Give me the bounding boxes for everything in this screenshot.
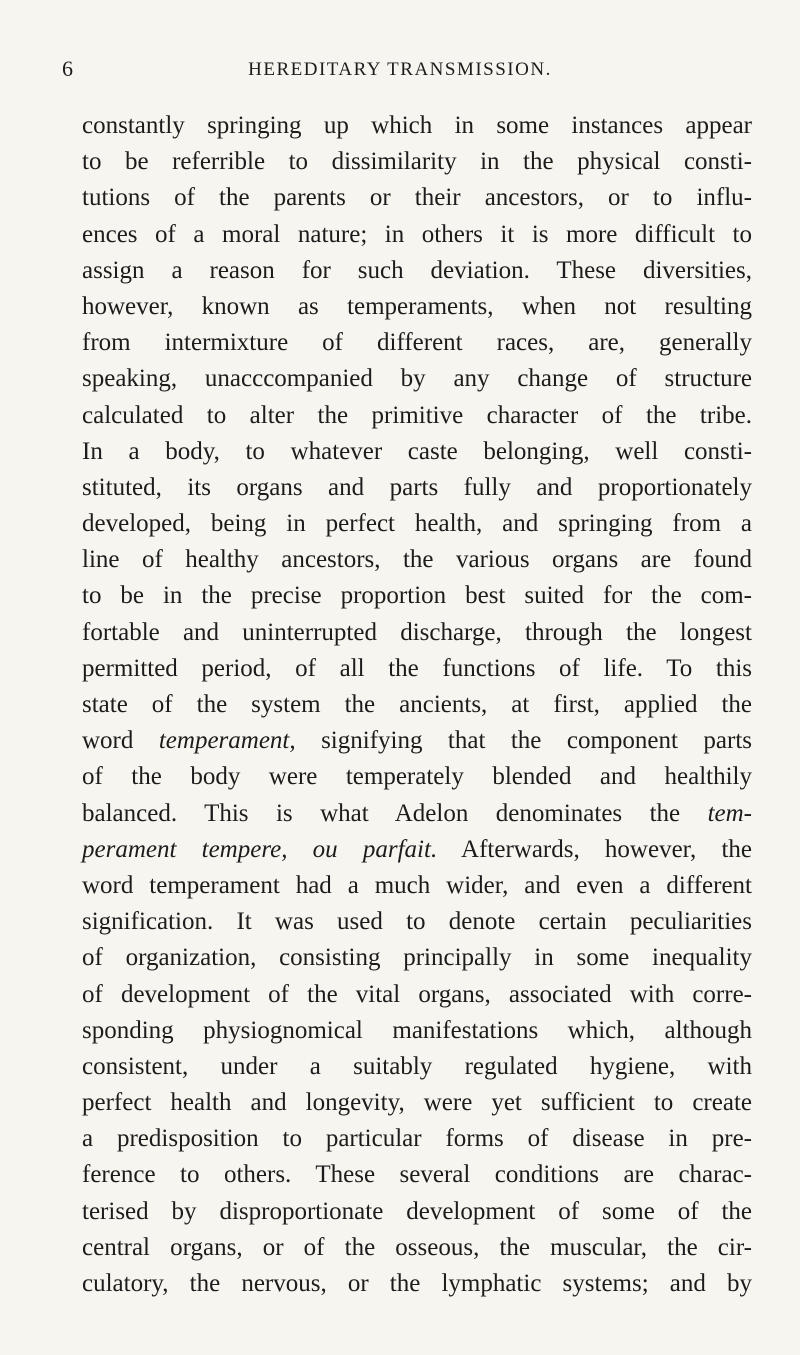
running-title: HEREDITARY TRANSMISSION. xyxy=(248,59,552,80)
text-line: line of healthy ancestors, the various organs are found xyxy=(82,546,752,574)
text-line: permitted period, of all the functions of life. To this xyxy=(82,654,752,682)
text-line-with-emphasis xyxy=(82,723,752,759)
text-line: from intermixture of different races, are, generally xyxy=(82,329,752,357)
text-line-with-emphasis xyxy=(82,832,752,868)
text-line: however, known as temperaments, when not resulting xyxy=(82,292,752,320)
line-text-pre: word xyxy=(82,727,159,755)
line-text-pre: balanced. This is what Adelon denominates the xyxy=(82,799,708,827)
text-line: developed, being in perfect health, and springing from a xyxy=(82,510,752,538)
text-line: to be in the precise proportion best suited for the com- xyxy=(82,582,752,610)
text-line: terised by disproportionate development of some of the xyxy=(82,1197,752,1225)
emphasized-term: temperament, xyxy=(158,727,296,755)
text-line: state of the system the ancients, at first, applied the xyxy=(82,691,752,718)
body-text xyxy=(82,108,752,1302)
text-line: of organization, consisting principally in some inequality xyxy=(82,944,752,972)
text-line: to be referrible to dissimilarity in the physical consti- xyxy=(82,148,752,176)
emphasized-term: perament tempere, ou parfait. xyxy=(82,835,438,863)
text-line: constantly springing up which in some instances appear xyxy=(82,112,752,139)
text-line: ences of a moral nature; in others it is more difficult to xyxy=(82,220,752,248)
text-line: assign a reason for such deviation. These diversities, xyxy=(82,256,752,284)
page-number: 6 xyxy=(62,56,73,81)
text-line: fortable and uninterrupted discharge, through the longest xyxy=(82,618,752,646)
text-line: speaking, unacccompanied by any change of structure xyxy=(82,365,752,393)
text-line: tutions of the parents or their ancestors, or to influ- xyxy=(82,184,752,212)
line-text-post: signifying that the component parts xyxy=(295,727,752,755)
text-line: consistent, under a suitably regulated hygiene, with xyxy=(82,1052,752,1080)
text-line: culatory, the nervous, or the lymphatic systems; and by xyxy=(82,1270,752,1297)
text-line: In a body, to whatever caste belonging, well consti- xyxy=(82,437,752,465)
emphasized-term: tem- xyxy=(707,799,752,827)
text-line: a predisposition to particular forms of disease in pre- xyxy=(82,1125,752,1153)
text-line: sponding physiognomical manifestations which, although xyxy=(82,1016,752,1044)
text-line-with-emphasis xyxy=(82,796,752,832)
text-line: signification. It was used to denote certain peculiarities xyxy=(82,908,752,936)
text-line: word temperament had a much wider, and even a different xyxy=(82,871,752,899)
text-line: of development of the vital organs, associated with corre- xyxy=(82,980,752,1008)
text-line: calculated to alter the primitive character of the tribe. xyxy=(82,401,752,429)
line-text-post: Afterwards, however, the xyxy=(437,835,753,863)
text-line: of the body were temperately blended and healthily xyxy=(82,763,752,791)
text-line: stituted, its organs and parts fully and proportionately xyxy=(82,473,752,501)
text-line: ference to others. These several conditions are charac- xyxy=(82,1161,752,1189)
text-line: perfect health and longevity, were yet sufficient to create xyxy=(82,1089,752,1117)
text-line: central organs, or of the osseous, the muscular, the cir- xyxy=(82,1233,752,1261)
